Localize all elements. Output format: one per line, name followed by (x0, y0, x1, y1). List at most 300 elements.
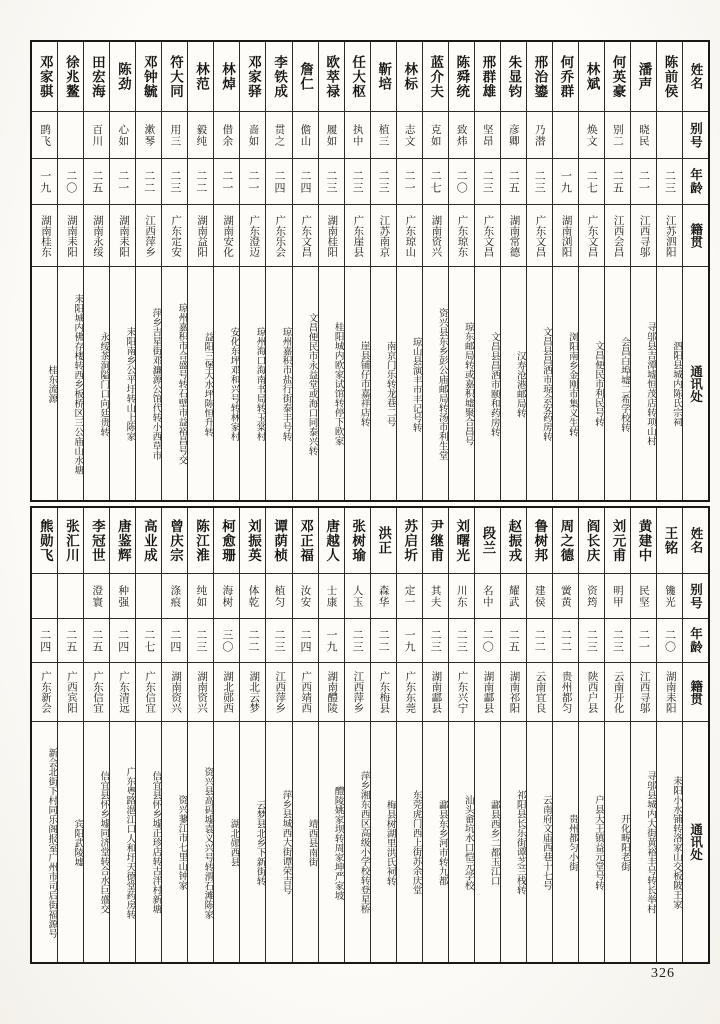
person-age: 二四 (110, 619, 135, 663)
header-origin: 籍贯 (683, 663, 708, 722)
header-alias: 别号 (683, 574, 708, 619)
person-address: 寻邬县吉潭墟恒茂店转项山村 (644, 322, 655, 446)
person-column (422, 508, 448, 962)
person-name: 潘声 (631, 42, 656, 112)
person-name: 曾庆宗 (162, 508, 187, 574)
person-name: 邢群雄 (475, 42, 500, 112)
person-address: 萍乡县城西大街谭荣吉号 (280, 790, 291, 895)
person-address: 资兴县东乡彭公庙邮局转汤市利生堂 (436, 308, 447, 460)
person-alias: 百川 (84, 112, 109, 159)
person-alias (136, 574, 161, 619)
person-address: 浏阳南乡金刚市集义生转 (566, 331, 577, 437)
person-origin: 江西会昌 (605, 205, 630, 267)
person-alias: 执中 (345, 112, 370, 159)
person-origin: 湖南永绥 (84, 205, 109, 267)
person-alias: 士康 (319, 574, 344, 619)
person-column (109, 42, 135, 500)
person-alias: 名中 (475, 574, 500, 619)
person-column (187, 42, 213, 500)
person-address: 耒阳南乡公平圩转山上陈家 (124, 327, 135, 441)
person-alias: 纯如 (188, 574, 213, 619)
person-origin: 湖南桂阳 (319, 205, 344, 267)
person-address: 贵州都匀小街 (566, 814, 577, 871)
person-alias: 植匀 (266, 574, 291, 619)
person-age: 二三 (188, 619, 213, 663)
person-origin: 广西宾阳 (58, 663, 83, 722)
person-address: 文昌便民市利民号转 (592, 341, 603, 427)
person-name: 阎长庆 (579, 508, 604, 574)
person-alias (58, 112, 83, 159)
person-column (552, 508, 578, 962)
person-alias: 镵光 (657, 574, 682, 619)
person-alias: 贯之 (266, 112, 291, 159)
person-column (213, 508, 239, 962)
person-column (57, 508, 83, 962)
person-column (265, 508, 291, 962)
person-column (604, 508, 630, 962)
header-column (682, 508, 708, 962)
person-alias: 借余 (214, 112, 239, 159)
person-alias: 乃潜 (527, 112, 552, 159)
person-address: 云梦县北乡下新街转 (254, 799, 265, 886)
person-age: 二四 (162, 619, 187, 663)
person-name: 张汇川 (58, 508, 83, 574)
person-column (318, 508, 344, 962)
person-age: 二二 (371, 619, 396, 663)
person-alias: 啬如 (240, 112, 265, 159)
person-column (526, 42, 552, 500)
person-age: 二〇 (449, 159, 474, 205)
person-age: 二七 (423, 159, 448, 205)
person-age: 二三 (579, 619, 604, 663)
person-name: 柯愈珊 (214, 508, 239, 574)
person-column (344, 508, 370, 962)
person-address: 琼州海口海南书局转玉棠村 (254, 327, 265, 441)
person-origin: 广东琼东 (449, 205, 474, 267)
person-column (32, 42, 57, 500)
person-origin: 广东梅县 (371, 663, 396, 722)
person-age: 二〇 (475, 619, 500, 663)
person-name: 邓正福 (293, 508, 318, 574)
person-age: 二四 (293, 619, 318, 663)
person-name: 苏启圻 (397, 508, 422, 574)
person-column (422, 42, 448, 500)
person-name: 赵振戎 (501, 508, 526, 574)
person-address: 祁阳县长乐街谭芝兰栈转 (514, 790, 525, 895)
person-name: 尹继甫 (423, 508, 448, 574)
person-alias: 儋山 (293, 112, 318, 159)
person-address: 汕头畲坑水口恺元学校 (462, 795, 473, 890)
person-alias: 森华 (371, 574, 396, 619)
person-origin: 云南开化 (605, 663, 630, 722)
person-address: 湖北郧西县 (228, 818, 239, 867)
person-age: 二一 (397, 159, 422, 205)
person-alias: 植三 (371, 112, 396, 159)
person-alias: 体乾 (240, 574, 265, 619)
person-origin: 江西萍乡 (136, 205, 161, 267)
person-name: 欧萃禄 (319, 42, 344, 112)
person-age: 二三 (527, 159, 552, 205)
person-address: 南京门乐转龙巷二号 (384, 341, 395, 427)
person-column (448, 508, 474, 962)
person-column (656, 508, 682, 962)
person-age: 二三 (319, 159, 344, 205)
person-alias: 定一 (397, 574, 422, 619)
person-alias: 鹍飞 (32, 112, 57, 159)
person-alias: 漱琴 (136, 112, 161, 159)
person-age: 二四 (32, 619, 57, 663)
header-column (682, 42, 708, 500)
person-origin: 湖北郧西 (214, 663, 239, 722)
person-column (344, 42, 370, 500)
person-origin: 广东信宜 (136, 663, 161, 722)
person-age: 二四 (266, 159, 291, 205)
person-address: 永绥茶洞隘门口向廷贵转 (98, 331, 109, 437)
person-name: 高业成 (136, 508, 161, 574)
person-name: 熊勋飞 (32, 508, 57, 574)
person-origin: 广西靖西 (293, 663, 318, 722)
person-age: 二三 (605, 619, 630, 663)
person-age: 二三 (475, 159, 500, 205)
person-age: 一九 (553, 159, 578, 205)
person-name: 段兰 (475, 508, 500, 574)
person-address: 信宜县怀乡墟同济堂转合水巨盛交 (98, 771, 109, 914)
person-column (370, 42, 396, 500)
person-name: 陈前侯 (657, 42, 682, 112)
person-alias (553, 112, 578, 159)
header-name: 姓名 (683, 508, 708, 574)
person-alias: 耀武 (501, 574, 526, 619)
person-origin: 广东文昌 (579, 205, 604, 267)
person-address: 琼州嘉积市合盛号转石壁市益裕昌号交 (176, 303, 187, 465)
person-address: 宾阳武陵墟 (72, 818, 83, 867)
person-name: 周之德 (553, 508, 578, 574)
person-column (239, 42, 265, 500)
person-origin: 江西寻邬 (631, 205, 656, 267)
person-address: 广东粤路潖江口人和圩天德堂药房转 (124, 766, 135, 919)
person-origin: 湖南桂东 (32, 205, 57, 267)
person-column (32, 508, 57, 962)
person-name: 靳培 (371, 42, 396, 112)
person-column (161, 508, 187, 962)
person-origin: 广东定安 (162, 205, 187, 267)
person-name: 何乔群 (553, 42, 578, 112)
person-name: 陈劲 (110, 42, 135, 112)
header-address: 通讯处 (688, 823, 703, 861)
person-origin: 广东信宜 (84, 663, 109, 722)
person-column (135, 42, 161, 500)
person-column (161, 42, 187, 500)
person-origin: 湖南耒阳 (58, 205, 83, 267)
person-alias (657, 112, 682, 159)
person-age: 一九 (397, 619, 422, 663)
person-origin: 湖南资兴 (188, 663, 213, 722)
person-column (265, 42, 291, 500)
person-origin: 广东琼山 (397, 205, 422, 267)
person-address: 资兴县高码墟袁义兴号转滑石滩陈家 (202, 766, 213, 919)
person-age: 二五 (84, 159, 109, 205)
person-alias: 毅纯 (188, 112, 213, 159)
person-origin: 湖南资兴 (162, 663, 187, 722)
person-name: 唐鉴辉 (110, 508, 135, 574)
person-age: 一九 (319, 619, 344, 663)
person-column (109, 508, 135, 962)
person-address: 靖西县南街 (306, 818, 317, 867)
directory-table-top (30, 40, 710, 502)
person-address: 耒阳小水铺转洛家山交板陂王家 (670, 776, 681, 909)
header-age: 年龄 (683, 159, 708, 205)
person-alias: 晓民 (631, 112, 656, 159)
person-name: 谭荫桢 (266, 508, 291, 574)
person-origin: 湖北云梦 (240, 663, 265, 722)
person-address: 萍乡湘东西区高级小学校转登星桥 (358, 771, 369, 914)
person-name: 徐兆鳌 (58, 42, 83, 112)
person-age: 二三 (657, 159, 682, 205)
person-origin: 湖南酃县 (423, 663, 448, 722)
person-origin: 江苏泗阳 (657, 205, 682, 267)
person-name: 刘振英 (240, 508, 265, 574)
person-name: 张树瑜 (345, 508, 370, 574)
person-name: 洪正 (371, 508, 396, 574)
person-address: 资兴蓼江市七里山钟家 (176, 795, 187, 890)
person-address: 信宜县怀乡墟正珍店转古泮村新塘 (150, 771, 161, 914)
person-age: 三〇 (214, 619, 239, 663)
person-name: 林范 (188, 42, 213, 112)
person-age: 二七 (136, 619, 161, 663)
person-origin: 广东东莞 (397, 663, 422, 722)
person-alias: 黉黄 (553, 574, 578, 619)
person-name: 林标 (397, 42, 422, 112)
person-name: 邓家驿 (240, 42, 265, 112)
person-name: 王铭 (657, 508, 682, 574)
person-age: 二七 (579, 159, 604, 205)
person-address: 安化东坪邓和兴号转林家村 (228, 327, 239, 441)
person-address: 醴陵姚家坝转周家坤严家坡 (332, 785, 343, 900)
person-alias: 用三 (162, 112, 187, 159)
person-name: 李铁成 (266, 42, 291, 112)
person-column (500, 42, 526, 500)
person-name: 林焯 (214, 42, 239, 112)
person-column (213, 42, 239, 500)
person-column (292, 508, 318, 962)
person-origin: 湖南安化 (214, 205, 239, 267)
person-age: 二五 (58, 619, 83, 663)
person-age: 二二 (188, 159, 213, 205)
person-alias: 其夫 (423, 574, 448, 619)
person-alias: 明甲 (605, 574, 630, 619)
person-name: 唐越人 (319, 508, 344, 574)
person-column (57, 42, 83, 500)
person-origin: 广东清远 (110, 663, 135, 722)
header-address: 通讯处 (688, 364, 703, 403)
person-alias: 汝安 (293, 574, 318, 619)
person-address: 益阳三堡大水坪陈恒升转 (202, 331, 213, 437)
person-name: 邓家骐 (32, 42, 57, 112)
person-name: 何英豪 (605, 42, 630, 112)
header-alias: 别号 (683, 112, 708, 159)
person-age: 二〇 (657, 619, 682, 663)
person-origin: 湖南酃县 (475, 663, 500, 722)
person-age: 二四 (293, 159, 318, 205)
person-address: 户县大王镇益元堂号转 (592, 795, 603, 890)
person-age: 二一 (631, 159, 656, 205)
person-origin: 湖南祁阳 (501, 663, 526, 722)
person-column (656, 42, 682, 500)
person-alias: 资筠 (579, 574, 604, 619)
person-origin: 广东崖县 (345, 205, 370, 267)
person-alias: 克如 (423, 112, 448, 159)
person-column (292, 42, 318, 500)
person-origin: 广东文昌 (527, 205, 552, 267)
person-alias: 坚昂 (475, 112, 500, 159)
person-origin: 广东文昌 (293, 205, 318, 267)
person-column (474, 508, 500, 962)
person-age: 二三 (423, 619, 448, 663)
person-alias (58, 574, 83, 619)
person-column (500, 508, 526, 962)
person-age: 二五 (501, 619, 526, 663)
person-address: 崖县铺仔市嘉祥店转 (358, 341, 369, 427)
person-age: 二五 (501, 159, 526, 205)
person-address: 开化畴阳老街 (618, 814, 629, 871)
person-age: 二三 (266, 619, 291, 663)
person-column (526, 508, 552, 962)
person-column (396, 42, 422, 500)
person-alias: 焕文 (579, 112, 604, 159)
person-age: 二二 (527, 619, 552, 663)
person-column (474, 42, 500, 500)
person-name: 符大同 (162, 42, 187, 112)
person-origin: 广东乐会 (266, 205, 291, 267)
person-alias: 别二 (605, 112, 630, 159)
person-address: 寻邬县城内大街黄裕丰号转长举村 (644, 771, 655, 914)
person-alias: 民坚 (631, 574, 656, 619)
person-address: 桂阳城内欧家试馆转停下欧家 (332, 322, 343, 446)
person-origin: 湖南耒阳 (110, 205, 135, 267)
person-age: 二〇 (58, 159, 83, 205)
person-address: 萍乡吉星街邓濂源公馆代转小西草市 (150, 308, 161, 460)
person-column (630, 42, 656, 500)
person-age: 二二 (136, 159, 161, 205)
directory-table-bottom (30, 506, 710, 964)
person-age: 二五 (84, 619, 109, 663)
person-alias: 涤痕 (162, 574, 187, 619)
header-name: 姓名 (683, 42, 708, 112)
person-address: 云南府文庙西巷十七号 (540, 795, 551, 890)
person-name: 田宏海 (84, 42, 109, 112)
person-column (552, 42, 578, 500)
person-alias: 人玉 (345, 574, 370, 619)
person-address: 琼山县演丰市丰记号转 (410, 336, 421, 432)
person-origin: 江西萍乡 (266, 663, 291, 722)
person-name: 鲁树邦 (527, 508, 552, 574)
person-age: 二一 (240, 159, 265, 205)
person-column (135, 508, 161, 962)
person-column (578, 42, 604, 500)
person-alias (32, 574, 57, 619)
person-age: 二三 (449, 619, 474, 663)
person-name: 黄建中 (631, 508, 656, 574)
person-address: 耒阳城内佛存楼转西乡板桥区三公庙山水塘 (72, 293, 83, 475)
person-age: 二二 (553, 619, 578, 663)
person-address: 桂东流源 (46, 365, 57, 403)
person-age: 二五 (605, 159, 630, 205)
person-address: 酃县东乡河市转九都 (436, 799, 447, 886)
person-name: 蓝介夫 (423, 42, 448, 112)
person-alias: 心如 (110, 112, 135, 159)
person-address: 文昌县昌洒市琼会安药房转 (540, 327, 551, 441)
person-address: 琼东邮局转或嘉积墟聚合昌号 (462, 322, 473, 446)
person-alias: 种强 (110, 574, 135, 619)
person-name: 林斌 (579, 42, 604, 112)
header-age: 年龄 (683, 619, 708, 663)
person-age: 二二 (240, 619, 265, 663)
person-address: 文昌县昌洒市颐和药房转 (488, 331, 499, 437)
person-name: 陈舜统 (449, 42, 474, 112)
person-column (187, 508, 213, 962)
person-column (396, 508, 422, 962)
person-column (370, 508, 396, 962)
person-origin: 湖南资兴 (423, 205, 448, 267)
person-origin: 广东文昌 (475, 205, 500, 267)
person-column (83, 42, 109, 500)
person-address: 东莞虎门西上街苏余庆堂 (410, 790, 421, 895)
person-alias: 川东 (449, 574, 474, 619)
person-origin: 湖南耒阳 (657, 663, 682, 722)
person-address: 梅县树湖里洪氏祠转 (384, 799, 395, 886)
person-name: 刘元甫 (605, 508, 630, 574)
person-age: 二一 (214, 159, 239, 205)
person-address: 会昌白埠墟二希学校转 (618, 336, 629, 432)
person-age: 二一 (110, 159, 135, 205)
person-origin: 广东兴宁 (449, 663, 474, 722)
person-origin: 陕西户县 (579, 663, 604, 722)
person-name: 詹仁 (293, 42, 318, 112)
person-column (318, 42, 344, 500)
person-column (448, 42, 474, 500)
person-alias: 志文 (397, 112, 422, 159)
person-name: 朱显钧 (501, 42, 526, 112)
person-address: 文昌便民市永益堂或海口同泰兴转 (306, 312, 317, 456)
person-alias: 致炜 (449, 112, 474, 159)
person-origin: 湖南益阳 (188, 205, 213, 267)
person-name: 邢治鎏 (527, 42, 552, 112)
person-origin: 江苏南京 (371, 205, 396, 267)
person-origin: 广东澄迈 (240, 205, 265, 267)
person-column (630, 508, 656, 962)
person-origin: 湖南醴陵 (319, 663, 344, 722)
person-age: 二三 (162, 159, 187, 205)
person-age: 一九 (32, 159, 57, 205)
person-alias: 彦卿 (501, 112, 526, 159)
person-age: 二三 (345, 619, 370, 663)
person-column (604, 42, 630, 500)
person-origin: 江西萍乡 (345, 663, 370, 722)
person-origin: 江西寻邬 (631, 663, 656, 722)
person-alias: 海树 (214, 574, 239, 619)
person-address: 泗阳县城内陈氏宗祠 (670, 341, 681, 427)
person-column (239, 508, 265, 962)
person-alias: 履如 (319, 112, 344, 159)
person-origin: 湖南常德 (501, 205, 526, 267)
person-column (83, 508, 109, 962)
person-address: 琼州嘉积市盐行街泰丰号转 (280, 327, 291, 441)
person-name: 陈江淮 (188, 508, 213, 574)
person-age: 二三 (371, 159, 396, 205)
person-name: 邓钟毓 (136, 42, 161, 112)
header-origin: 籍贯 (683, 205, 708, 267)
person-column (578, 508, 604, 962)
